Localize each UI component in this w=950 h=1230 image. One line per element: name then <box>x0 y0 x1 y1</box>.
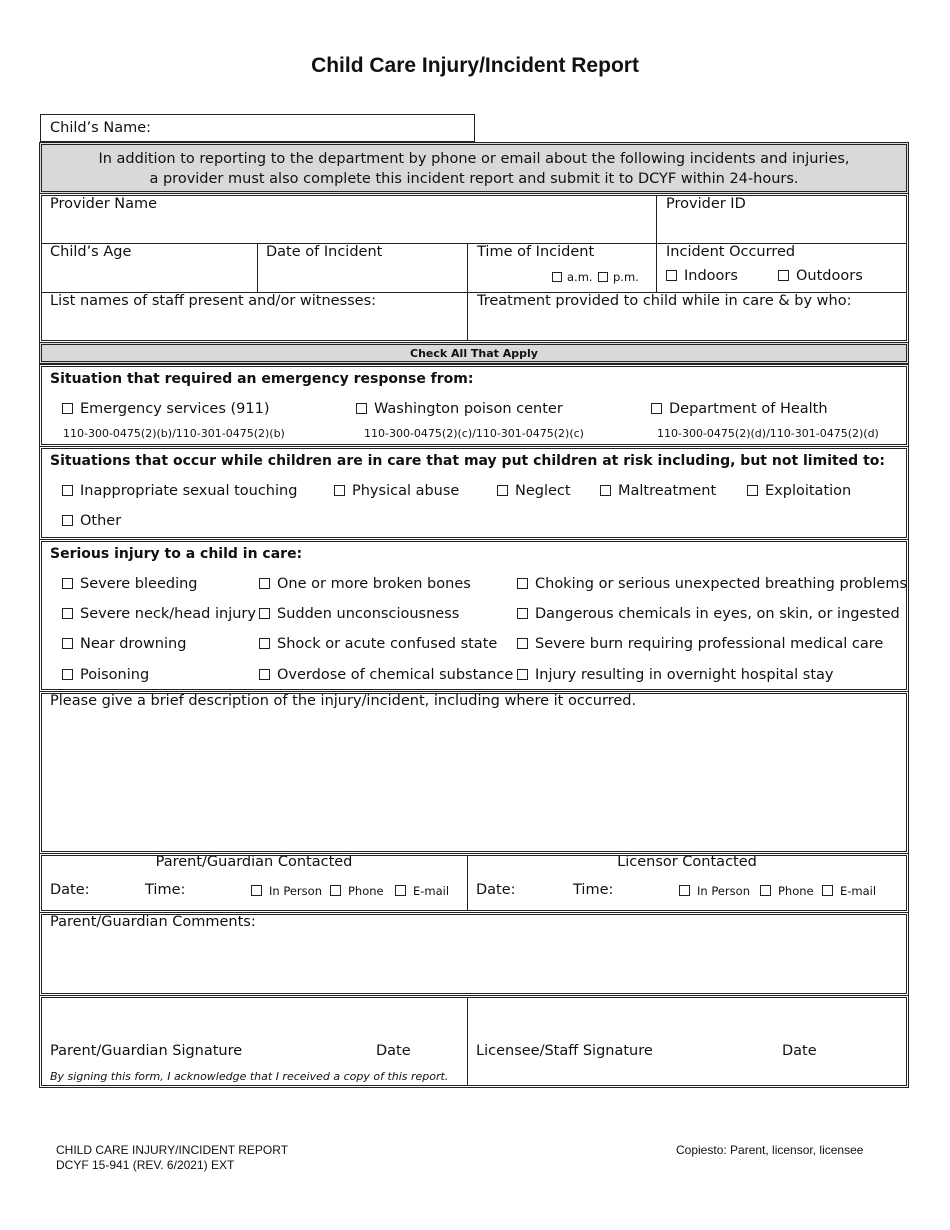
risk-maltreatment-option[interactable]: Maltreatment <box>600 483 716 499</box>
staff-witnesses-field[interactable] <box>44 312 464 340</box>
injury-unconsciousness-checkbox[interactable] <box>259 608 270 619</box>
injury-heading: Serious injury to a child in care: <box>50 546 303 562</box>
licensor-phone-option[interactable]: Phone <box>760 884 814 898</box>
provider-name-field[interactable] <box>44 214 652 240</box>
risk-other-option[interactable]: Other <box>62 513 121 529</box>
injury-neck-head-checkbox[interactable] <box>62 608 73 619</box>
licensor-contact-date-label: Date: <box>476 882 516 898</box>
child-age-label: Child’s Age <box>50 244 132 260</box>
licensor-contacted-heading: Licensor Contacted <box>617 854 757 870</box>
check-all-label: Check All That Apply <box>410 347 538 360</box>
injury-severe-bleeding-option[interactable]: Severe bleeding <box>62 576 198 592</box>
injury-burn-checkbox[interactable] <box>517 638 528 649</box>
treatment-field[interactable] <box>471 312 904 340</box>
footer-form-title: CHILD CARE INJURY/INCIDENT REPORT <box>56 1143 289 1157</box>
notice-line-1: In addition to reporting to the department by phone or email about the following incidents and injuries, <box>98 151 850 167</box>
health-dept-checkbox[interactable] <box>651 403 662 414</box>
parent-email-checkbox[interactable] <box>395 885 406 896</box>
injury-chemicals-option[interactable]: Dangerous chemicals in eyes, on skin, or ingested <box>517 606 900 622</box>
indoors-checkbox[interactable] <box>666 270 677 281</box>
time-of-incident-label: Time of Incident <box>477 244 595 260</box>
staff-witnesses-label: List names of staff present and/or witnesses: <box>50 293 377 309</box>
check-all-bar <box>39 342 909 364</box>
parent-email-option[interactable]: E-mail <box>395 884 449 898</box>
parent-comments-field[interactable] <box>44 934 904 992</box>
risk-exploitation-checkbox[interactable] <box>747 485 758 496</box>
injury-near-drowning-checkbox[interactable] <box>62 638 73 649</box>
injury-broken-bones-option[interactable]: One or more broken bones <box>259 576 471 592</box>
injury-overdose-checkbox[interactable] <box>259 669 270 680</box>
risk-maltreatment-checkbox[interactable] <box>600 485 611 496</box>
parent-signature-field[interactable] <box>44 1000 464 1040</box>
notice-line-2: a provider must also complete this incident report and submit it to DCYF within 24-hours. <box>149 171 799 187</box>
injury-hospital-option[interactable]: Injury resulting in overnight hospital stay <box>517 667 833 683</box>
incident-occurred-label: Incident Occurred <box>666 244 796 260</box>
date-of-incident-field[interactable] <box>261 262 463 290</box>
child-name-field[interactable] <box>40 114 475 142</box>
parent-phone-checkbox[interactable] <box>330 885 341 896</box>
injury-neck-head-option[interactable]: Severe neck/head injury <box>62 606 256 622</box>
provider-id-label: Provider ID <box>666 196 746 212</box>
licensor-phone-checkbox[interactable] <box>760 885 771 896</box>
injury-severe-bleeding-checkbox[interactable] <box>62 578 73 589</box>
risk-exploitation-option[interactable]: Exploitation <box>747 483 851 499</box>
licensor-email-option[interactable]: E-mail <box>822 884 876 898</box>
injury-broken-bones-checkbox[interactable] <box>259 578 270 589</box>
risk-heading: Situations that occur while children are in care that may put children at risk including, but not limited to: <box>50 453 885 469</box>
injury-shock-checkbox[interactable] <box>259 638 270 649</box>
notice-box <box>39 142 909 194</box>
health-dept-option[interactable]: Department of Health <box>651 401 828 417</box>
outdoors-option[interactable]: Outdoors <box>778 268 863 284</box>
pm-checkbox[interactable] <box>598 272 608 282</box>
licensor-in-person-checkbox[interactable] <box>679 885 690 896</box>
risk-neglect-option[interactable]: Neglect <box>497 483 571 499</box>
treatment-label: Treatment provided to child while in care & by who: <box>477 293 852 309</box>
parent-contact-time-label: Time: <box>145 882 186 898</box>
parent-comments-label: Parent/Guardian Comments: <box>50 914 256 930</box>
child-age-field[interactable] <box>44 262 254 290</box>
emergency-heading: Situation that required an emergency response from: <box>50 371 474 387</box>
parent-signature-date-label: Date <box>376 1043 411 1059</box>
provider-id-field[interactable] <box>660 214 904 240</box>
footer-form-number: DCYF 15-941 (REV. 6/2021) EXT <box>56 1158 235 1172</box>
risk-sexual-touching-checkbox[interactable] <box>62 485 73 496</box>
parent-phone-option[interactable]: Phone <box>330 884 384 898</box>
injury-overdose-option[interactable]: Overdose of chemical substance <box>259 667 513 683</box>
injury-poisoning-checkbox[interactable] <box>62 669 73 680</box>
injury-chemicals-checkbox[interactable] <box>517 608 528 619</box>
provider-name-label: Provider Name <box>50 196 158 212</box>
injury-shock-option[interactable]: Shock or acute confused state <box>259 636 497 652</box>
licensor-contact-time-label: Time: <box>573 882 614 898</box>
injury-hospital-checkbox[interactable] <box>517 669 528 680</box>
risk-neglect-checkbox[interactable] <box>497 485 508 496</box>
parent-contact-date-label: Date: <box>50 882 90 898</box>
description-field[interactable] <box>44 714 904 850</box>
injury-choking-option[interactable]: Choking or serious unexpected breathing problems <box>517 576 907 592</box>
risk-physical-abuse-option[interactable]: Physical abuse <box>334 483 459 499</box>
injury-choking-checkbox[interactable] <box>517 578 528 589</box>
licensor-in-person-option[interactable]: In Person <box>679 884 750 898</box>
licensee-signature-date-label: Date <box>782 1043 817 1059</box>
risk-sexual-touching-option[interactable]: Inappropriate sexual touching <box>62 483 297 499</box>
parent-in-person-option[interactable]: In Person <box>251 884 322 898</box>
parent-signature-label: Parent/Guardian Signature <box>50 1043 243 1059</box>
injury-burn-option[interactable]: Severe burn requiring professional medical care <box>517 636 883 652</box>
poison-center-checkbox[interactable] <box>356 403 367 414</box>
emergency-911-checkbox[interactable] <box>62 403 73 414</box>
outdoors-checkbox[interactable] <box>778 270 789 281</box>
risk-physical-abuse-checkbox[interactable] <box>334 485 345 496</box>
parent-contacted-heading: Parent/Guardian Contacted <box>155 854 353 870</box>
am-checkbox[interactable] <box>552 272 562 282</box>
date-of-incident-label: Date of Incident <box>266 244 383 260</box>
pm-option[interactable]: p.m. <box>598 270 639 284</box>
footer-copies: Copiesto: Parent, licensor, licensee <box>676 1143 864 1157</box>
licensee-signature-field[interactable] <box>471 1000 904 1040</box>
description-label: Please give a brief description of the injury/incident, including where it occurred. <box>50 693 637 709</box>
poison-center-option[interactable]: Washington poison center <box>356 401 563 417</box>
injury-poisoning-option[interactable]: Poisoning <box>62 667 149 683</box>
risk-other-checkbox[interactable] <box>62 515 73 526</box>
licensor-email-checkbox[interactable] <box>822 885 833 896</box>
child-name-label: Child’s Name: <box>50 120 152 136</box>
emergency-911-code: 110-300-0475(2)(b)/110-301-0475(2)(b) <box>63 427 285 440</box>
acknowledge-text: By signing this form, I acknowledge that I received a copy of this report. <box>50 1070 449 1083</box>
page-title: Child Care Injury/Incident Report <box>311 54 639 77</box>
indoors-option[interactable]: Indoors <box>666 268 738 284</box>
am-option[interactable]: a.m. <box>552 270 593 284</box>
licensee-signature-label: Licensee/Staff Signature <box>476 1043 653 1059</box>
poison-center-code: 110-300-0475(2)(c)/110-301-0475(2)(c) <box>364 427 584 440</box>
parent-in-person-checkbox[interactable] <box>251 885 262 896</box>
emergency-911-option[interactable]: Emergency services (911) <box>62 401 269 417</box>
injury-near-drowning-option[interactable]: Near drowning <box>62 636 186 652</box>
health-dept-code: 110-300-0475(2)(d)/110-301-0475(2)(d) <box>657 427 879 440</box>
injury-unconsciousness-option[interactable]: Sudden unconsciousness <box>259 606 459 622</box>
